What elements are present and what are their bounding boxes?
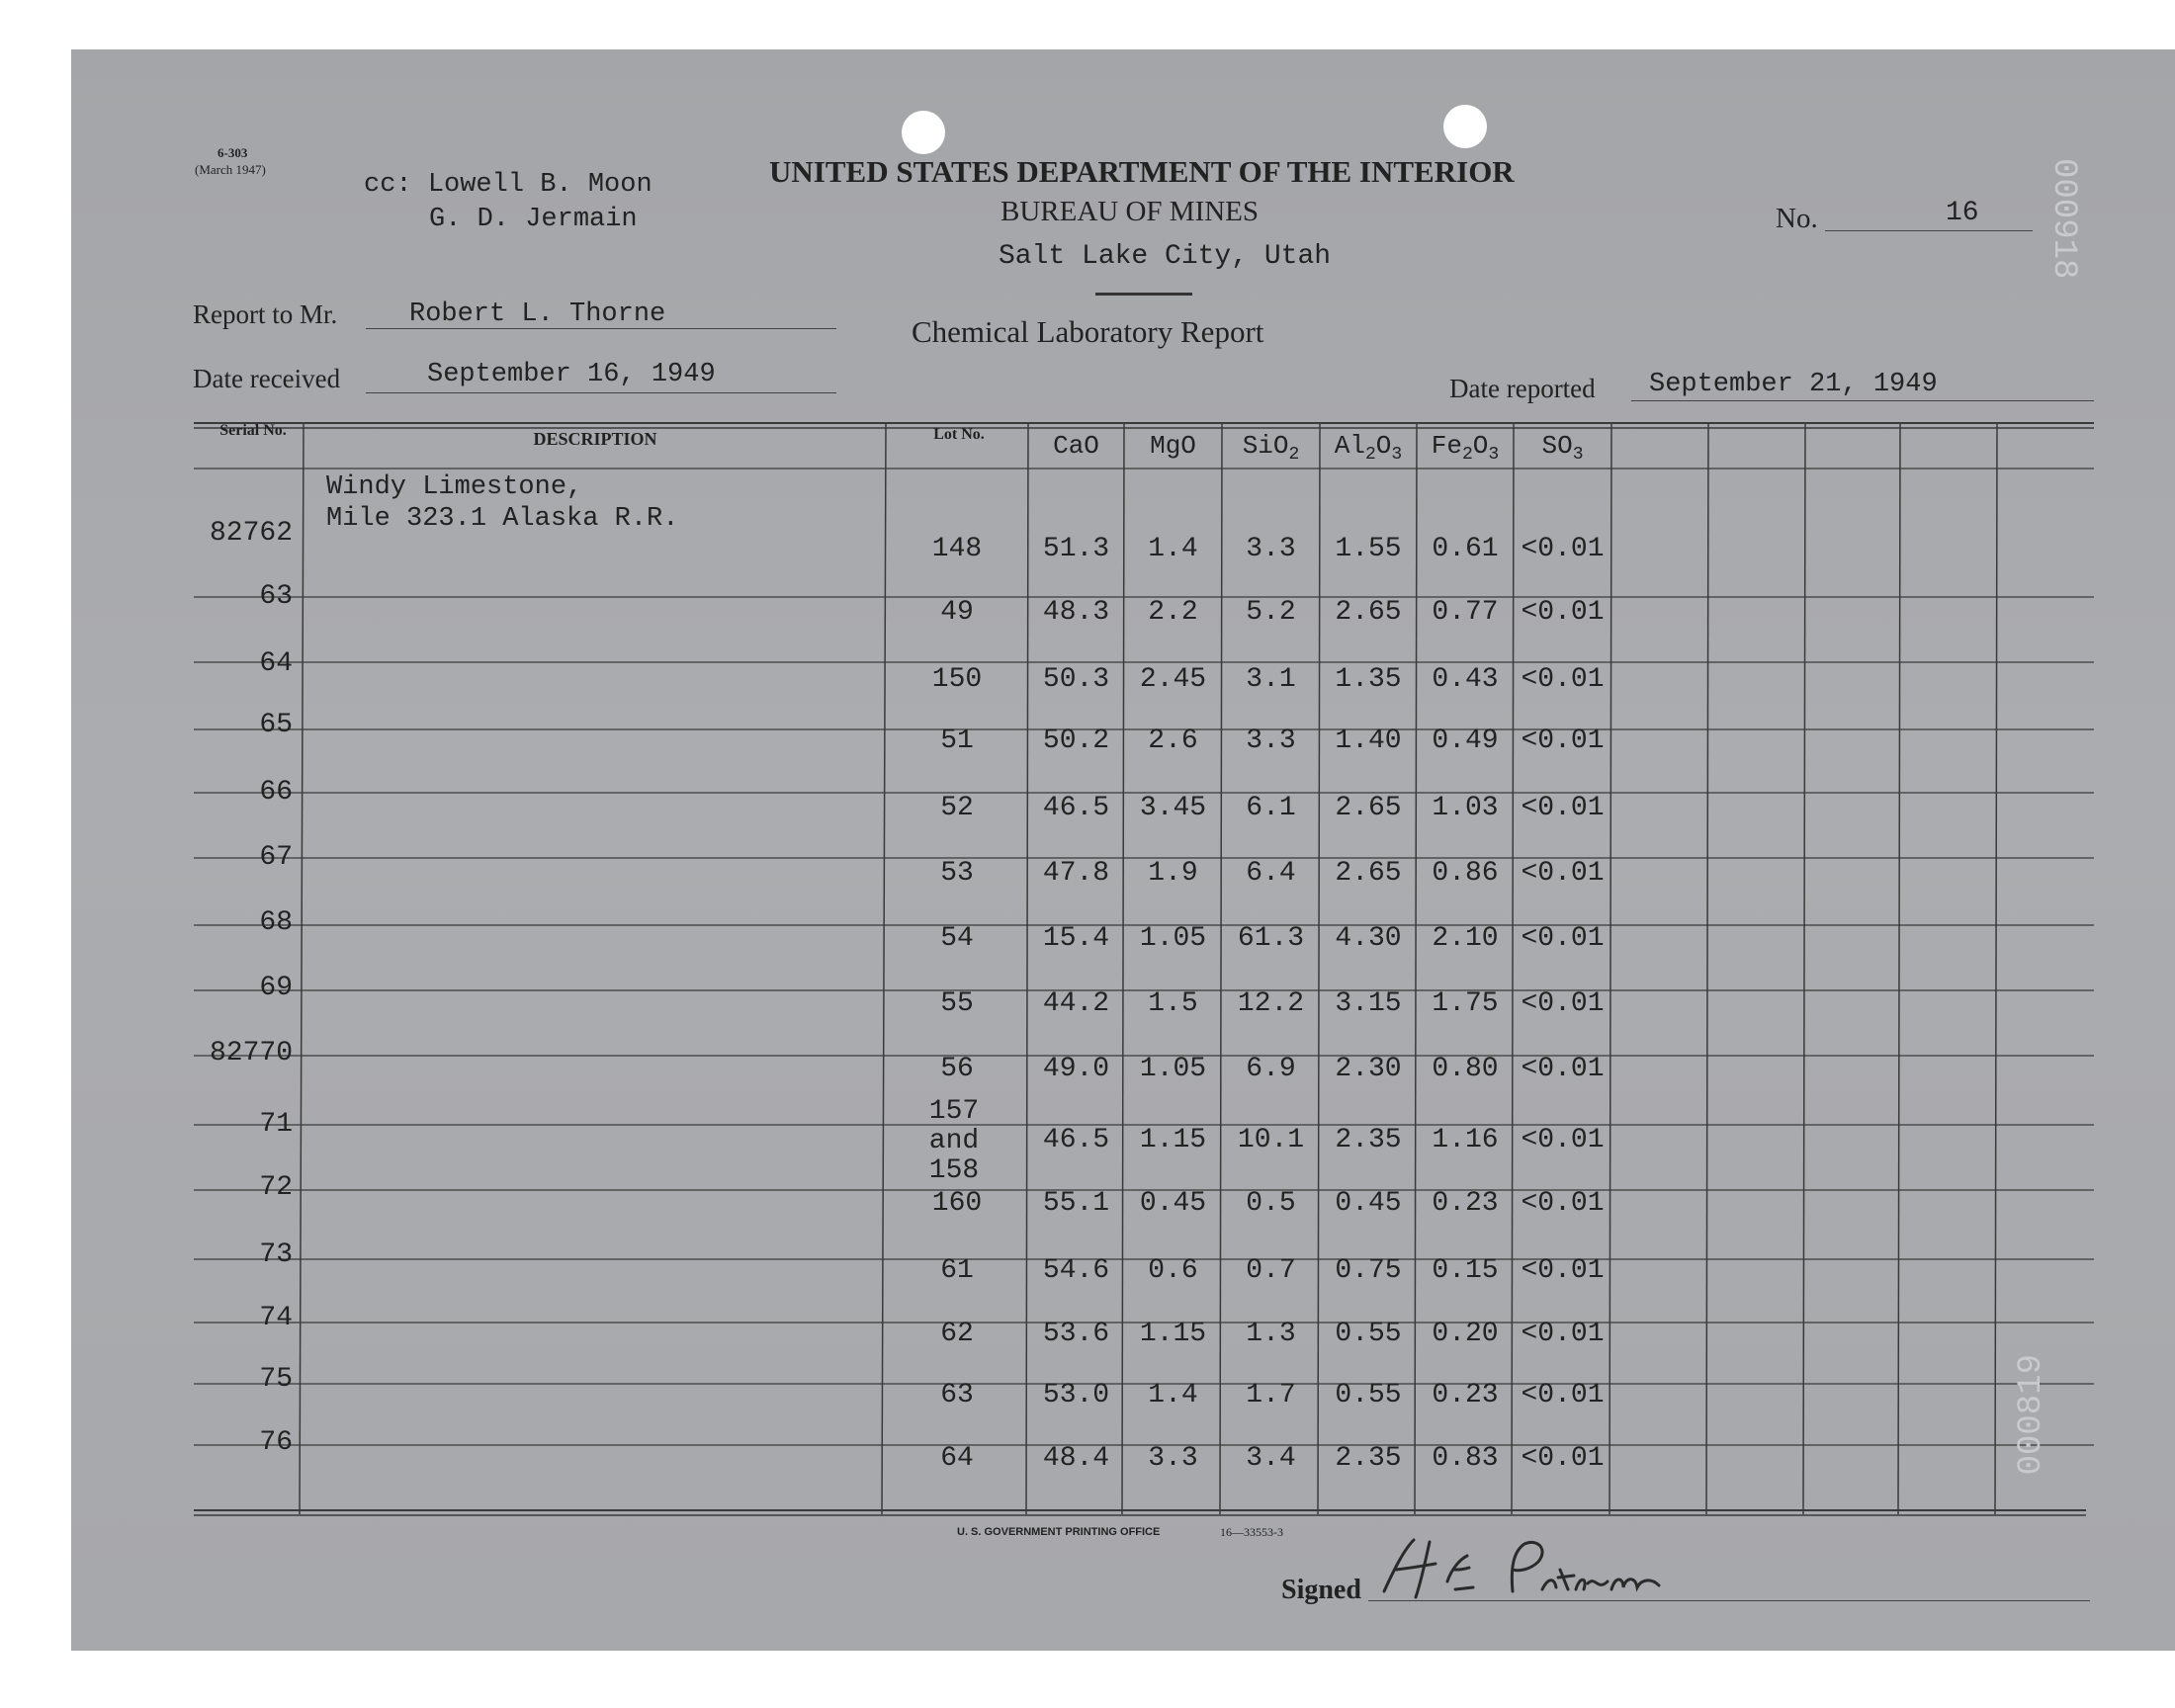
cell-serial: 82770 (209, 1038, 293, 1068)
cell-cao: 55.1 (1042, 1188, 1110, 1219)
cell-cao: 50.2 (1042, 726, 1110, 756)
cell-so3: <0.01 (1521, 1188, 1605, 1219)
cell-lot: 49 (940, 597, 974, 628)
report-title: Chemical Laboratory Report (912, 314, 1264, 349)
cell-serial: 63 (259, 581, 293, 612)
cell-lot: 61 (940, 1255, 974, 1286)
cell-cao: 46.5 (1042, 793, 1110, 823)
cell-fe2o3: 0.49 (1432, 726, 1499, 756)
header-fe2o3: $Fe_2O_3$ (1431, 431, 1500, 466)
stamp-number-bottom: 000819 (2013, 1354, 2050, 1476)
cell-fe2o3: 0.15 (1432, 1255, 1499, 1286)
header-cao: CaO (1053, 431, 1099, 461)
cell-fe2o3: 0.43 (1432, 664, 1499, 695)
cell-al2o3: 2.35 (1335, 1125, 1402, 1155)
cell-lot: 64 (940, 1443, 974, 1474)
cell-mgo: 1.15 (1139, 1319, 1207, 1349)
cell-al2o3: 2.35 (1335, 1443, 1402, 1474)
report-to-label: Report to Mr. (193, 299, 338, 329)
signed-label: Signed (1281, 1575, 1361, 1605)
cell-so3: <0.01 (1521, 534, 1605, 564)
cell-serial: 67 (259, 842, 293, 873)
header-mgo: MgO (1150, 431, 1196, 461)
cell-lot: 51 (940, 726, 974, 756)
cell-fe2o3: 2.10 (1432, 923, 1499, 954)
cell-so3: <0.01 (1521, 793, 1605, 823)
cell-sio2: 6.9 (1246, 1054, 1296, 1084)
cell-al2o3: 3.15 (1335, 988, 1402, 1019)
cell-al2o3: 0.45 (1335, 1188, 1402, 1219)
signature (1364, 1530, 1700, 1609)
cell-mgo: 2.2 (1148, 597, 1198, 628)
report-no-label: No. (1776, 203, 1818, 234)
cell-so3: <0.01 (1521, 923, 1605, 954)
cell-lot: 150 (931, 664, 983, 695)
cell-mgo: 3.45 (1139, 793, 1207, 823)
cell-lot: 62 (940, 1319, 974, 1349)
cell-serial: 82762 (209, 518, 293, 549)
form-number: 6-303 (218, 145, 248, 160)
cell-serial: 74 (259, 1303, 293, 1333)
cell-so3: <0.01 (1521, 1380, 1605, 1410)
cell-fe2o3: 0.20 (1432, 1319, 1499, 1349)
cell-fe2o3: 0.86 (1432, 858, 1499, 889)
date-reported-value: September 21, 1949 (1649, 370, 1938, 399)
cell-cao: 46.5 (1042, 1125, 1110, 1155)
cell-sio2: 3.3 (1246, 534, 1296, 564)
cell-sio2: 10.1 (1237, 1125, 1305, 1155)
cell-cao: 49.0 (1042, 1054, 1110, 1084)
printer-imprint: U. S. GOVERNMENT PRINTING OFFICE (957, 1526, 1161, 1538)
printer-code: 16—33553-3 (1220, 1525, 1283, 1539)
cell-so3: <0.01 (1521, 988, 1605, 1019)
cell-lot: 148 (931, 534, 983, 564)
cell-so3: <0.01 (1521, 1255, 1605, 1286)
cell-serial: 66 (259, 777, 293, 808)
cell-sio2: 0.7 (1246, 1255, 1296, 1286)
cell-fe2o3: 0.77 (1432, 597, 1499, 628)
date-reported-label: Date reported (1449, 374, 1596, 403)
header-so3: $SO_3$ (1541, 431, 1584, 466)
cc-prefix: cc: (364, 170, 412, 200)
cell-lot: 160 (931, 1188, 983, 1219)
cell-mgo: 1.5 (1148, 988, 1198, 1019)
cell-mgo: 1.4 (1148, 534, 1198, 564)
cell-serial: 76 (259, 1427, 293, 1458)
cell-sio2: 5.2 (1246, 597, 1296, 628)
cell-sio2: 6.1 (1246, 793, 1296, 823)
cell-lot: 55 (940, 988, 974, 1019)
bureau-title: BUREAU OF MINES (1000, 196, 1260, 227)
cell-cao: 53.0 (1042, 1380, 1110, 1410)
cell-so3: <0.01 (1521, 664, 1605, 695)
cell-so3: <0.01 (1521, 1054, 1605, 1084)
report-no-value: 16 (1946, 198, 1979, 228)
cell-fe2o3: 0.80 (1432, 1054, 1499, 1084)
cell-mgo: 2.6 (1148, 726, 1198, 756)
header-lot-no: Lot No. (933, 426, 985, 443)
cc-name-2: G. D. Jermain (429, 205, 638, 234)
cell-sio2: 0.5 (1246, 1188, 1296, 1219)
cell-sio2: 3.4 (1246, 1443, 1296, 1474)
cell-lot: 157 and 158 (928, 1096, 980, 1186)
report-to-value: Robert L. Thorne (409, 299, 666, 329)
cell-sio2: 3.1 (1246, 664, 1296, 695)
cell-cao: 54.6 (1042, 1255, 1110, 1286)
cell-fe2o3: 0.23 (1432, 1380, 1499, 1410)
header-description: DESCRIPTION (533, 429, 657, 449)
cell-so3: <0.01 (1521, 1125, 1605, 1155)
cell-fe2o3: 0.61 (1432, 534, 1499, 564)
date-received-label: Date received (193, 364, 341, 393)
cell-so3: <0.01 (1521, 1319, 1605, 1349)
cell-al2o3: 1.35 (1335, 664, 1402, 695)
cell-lot: 56 (940, 1054, 974, 1084)
description-line-1: Windy Limestone, (326, 472, 583, 502)
cell-mgo: 2.45 (1139, 664, 1207, 695)
cell-al2o3: 4.30 (1335, 923, 1402, 954)
cell-so3: <0.01 (1521, 726, 1605, 756)
cell-cao: 47.8 (1042, 858, 1110, 889)
date-received-value: September 16, 1949 (427, 360, 716, 389)
cell-mgo: 1.05 (1139, 1054, 1207, 1084)
cell-serial: 64 (259, 648, 293, 679)
cell-serial: 68 (259, 907, 293, 938)
cell-cao: 15.4 (1042, 923, 1110, 954)
cell-lot: 52 (940, 793, 974, 823)
cell-fe2o3: 0.23 (1432, 1188, 1499, 1219)
cell-so3: <0.01 (1521, 1443, 1605, 1474)
stamp-number-top: 000918 (2044, 158, 2082, 280)
cell-serial: 71 (259, 1109, 293, 1140)
cell-sio2: 12.2 (1237, 988, 1305, 1019)
form-edition: (March 1947) (195, 162, 266, 177)
cell-mgo: 3.3 (1148, 1443, 1198, 1474)
cell-al2o3: 1.55 (1335, 534, 1402, 564)
cell-mgo: 1.15 (1139, 1125, 1207, 1155)
cell-serial: 65 (259, 710, 293, 740)
cell-cao: 44.2 (1042, 988, 1110, 1019)
cell-al2o3: 2.65 (1335, 858, 1402, 889)
location: Salt Lake City, Utah (999, 241, 1332, 272)
header-serial-no: Serial No. (219, 422, 287, 439)
cell-cao: 53.6 (1042, 1319, 1110, 1349)
cell-lot: 63 (940, 1380, 974, 1410)
cell-cao: 50.3 (1042, 664, 1110, 695)
header-sio2: SiO$_2$ (1242, 431, 1300, 466)
cell-sio2: 61.3 (1237, 923, 1305, 954)
cell-al2o3: 1.40 (1335, 726, 1402, 756)
cell-serial: 72 (259, 1172, 293, 1203)
cell-sio2: 1.7 (1246, 1380, 1296, 1410)
cell-serial: 75 (259, 1364, 293, 1395)
cell-mgo: 1.05 (1139, 923, 1207, 954)
cell-al2o3: 2.65 (1335, 597, 1402, 628)
department-title: UNITED STATES DEPARTMENT OF THE INTERIOR (769, 154, 1515, 189)
cell-al2o3: 0.55 (1335, 1380, 1402, 1410)
cell-cao: 48.3 (1042, 597, 1110, 628)
cell-sio2: 3.3 (1246, 726, 1296, 756)
cell-so3: <0.01 (1521, 597, 1605, 628)
header-al2o3: $Al_2O_3$ (1334, 431, 1403, 466)
cell-lot: 54 (940, 923, 974, 954)
cell-fe2o3: 1.03 (1432, 793, 1499, 823)
cell-cao: 48.4 (1042, 1443, 1110, 1474)
cell-fe2o3: 1.75 (1432, 988, 1499, 1019)
cell-mgo: 0.6 (1148, 1255, 1198, 1286)
cell-serial: 73 (259, 1239, 293, 1270)
cell-lot: 53 (940, 858, 974, 889)
cell-al2o3: 2.65 (1335, 793, 1402, 823)
cell-sio2: 6.4 (1246, 858, 1296, 889)
cc-name-1: Lowell B. Moon (427, 170, 652, 200)
cell-mgo: 1.9 (1148, 858, 1198, 889)
cell-mgo: 0.45 (1139, 1188, 1207, 1219)
cell-fe2o3: 0.83 (1432, 1443, 1499, 1474)
cell-al2o3: 2.30 (1335, 1054, 1402, 1084)
cell-fe2o3: 1.16 (1432, 1125, 1499, 1155)
cell-cao: 51.3 (1042, 534, 1110, 564)
cell-sio2: 1.3 (1246, 1319, 1296, 1349)
cell-serial: 69 (259, 973, 293, 1003)
cell-al2o3: 0.55 (1335, 1319, 1402, 1349)
cell-al2o3: 0.75 (1335, 1255, 1402, 1286)
cell-mgo: 1.4 (1148, 1380, 1198, 1410)
description-line-2: Mile 323.1 Alaska R.R. (326, 504, 679, 534)
cell-so3: <0.01 (1521, 858, 1605, 889)
